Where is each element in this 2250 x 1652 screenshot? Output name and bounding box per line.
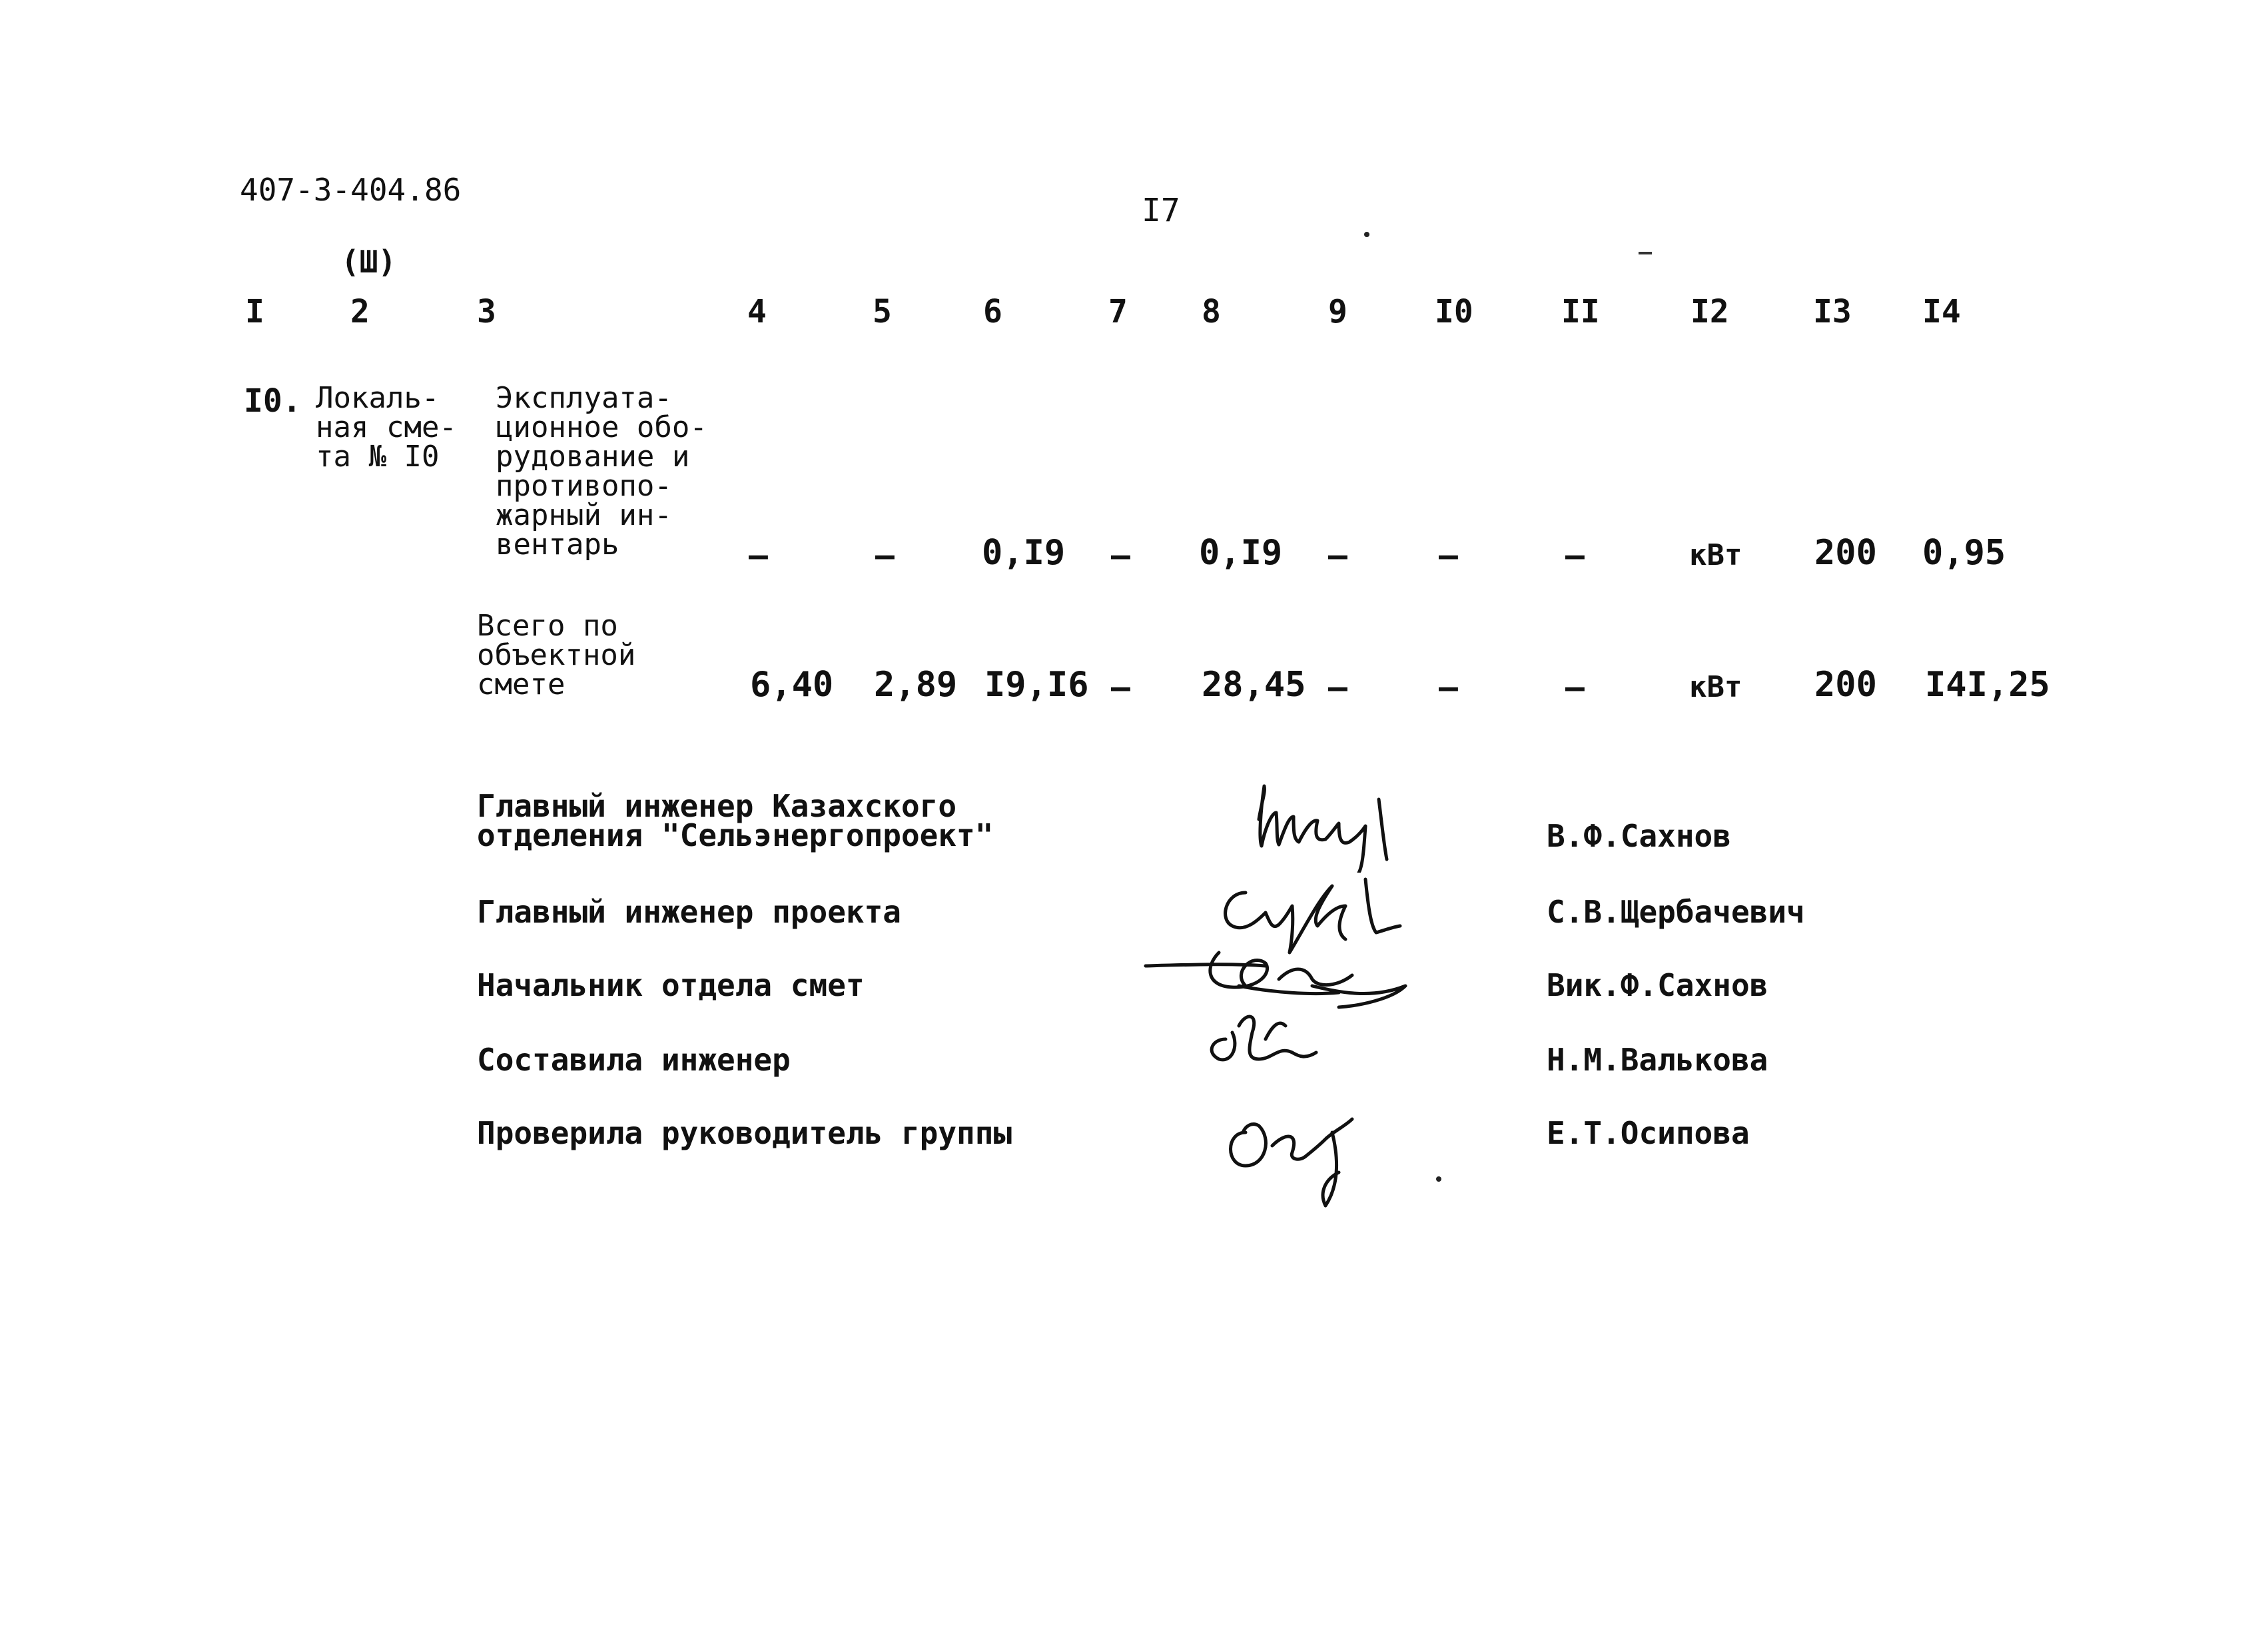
column-number: II — [1561, 293, 1600, 330]
cell-value: – — [1328, 669, 1347, 706]
column-number: I4 — [1922, 293, 1961, 330]
signatory-name: С.В.Щербачевич — [1547, 894, 1805, 930]
signatory-name: Вик.Ф.Сахнов — [1547, 967, 1768, 1003]
cell-value: 6,40 — [750, 665, 834, 705]
column-number: 2 — [350, 293, 370, 330]
cell-value: – — [749, 537, 768, 574]
column-number: 5 — [873, 293, 892, 330]
column-number: 4 — [747, 293, 767, 330]
cell-value: 0,I9 — [1199, 533, 1283, 573]
cell-value: I4I,25 — [1925, 665, 2050, 705]
column-number: I — [245, 293, 264, 330]
column-number: 7 — [1108, 293, 1128, 330]
cell-value: 0,95 — [1922, 533, 2006, 573]
column-number: 9 — [1328, 293, 1347, 330]
signatory-name: Н.М.Валькова — [1547, 1042, 1768, 1078]
document-code: 407-3-404.86 — [240, 172, 462, 208]
signatory-title: Начальник отдела смет — [477, 967, 865, 1003]
signatory-title: Проверила руководитель группы — [477, 1115, 1012, 1151]
column-number: 8 — [1202, 293, 1221, 330]
signatory-title: Главный инженер Казахского отделения "Сельэнергопроект" — [477, 788, 994, 853]
cell-value: – — [1439, 537, 1458, 574]
estimate-reference: Локаль- ная сме- та № I0 — [316, 381, 457, 474]
unit-label: кВт — [1689, 670, 1742, 704]
cell-value: – — [1565, 669, 1585, 706]
column-number: I2 — [1690, 293, 1729, 330]
scan-speck — [1436, 1176, 1441, 1182]
column-number: I0 — [1435, 293, 1473, 330]
row-number: I0. — [244, 382, 302, 420]
handwritten-signature — [1246, 773, 1419, 873]
scan-speck — [1639, 252, 1652, 254]
cell-value: – — [1439, 669, 1458, 706]
cell-value: 0,I9 — [982, 533, 1066, 573]
cell-value: 28,45 — [1202, 665, 1306, 705]
cell-value: – — [1111, 537, 1130, 574]
cell-value: – — [1565, 537, 1585, 574]
column-number: I3 — [1813, 293, 1852, 330]
signatory-title: Главный инженер проекта — [477, 894, 901, 930]
cell-value: – — [1111, 669, 1130, 706]
signatory-name: В.Ф.Сахнов — [1547, 818, 1731, 854]
section-mark: (Ш) — [341, 244, 397, 280]
column-number: 3 — [477, 293, 496, 330]
cell-value: 200 — [1814, 533, 1877, 573]
cell-value: – — [1328, 537, 1347, 574]
handwritten-signature — [1199, 999, 1319, 1079]
column-number: 6 — [983, 293, 1002, 330]
signatory-name: Е.Т.Осипова — [1547, 1115, 1750, 1151]
unit-label: кВт — [1689, 538, 1742, 572]
item-description: Эксплуата- ционное обо- рудование и противопо- жарный ин- вентарь — [496, 381, 707, 562]
signatory-title: Составила инженер — [477, 1042, 791, 1078]
handwritten-signature — [1219, 1092, 1392, 1212]
total-label: Всего по объектной смете — [477, 609, 636, 701]
cell-value: – — [875, 537, 895, 574]
cell-value: 2,89 — [874, 665, 958, 705]
cell-value: I9,I6 — [984, 665, 1089, 705]
cell-value: 200 — [1814, 665, 1877, 705]
page-number: I7 — [1142, 192, 1180, 229]
scan-speck — [1364, 232, 1369, 237]
